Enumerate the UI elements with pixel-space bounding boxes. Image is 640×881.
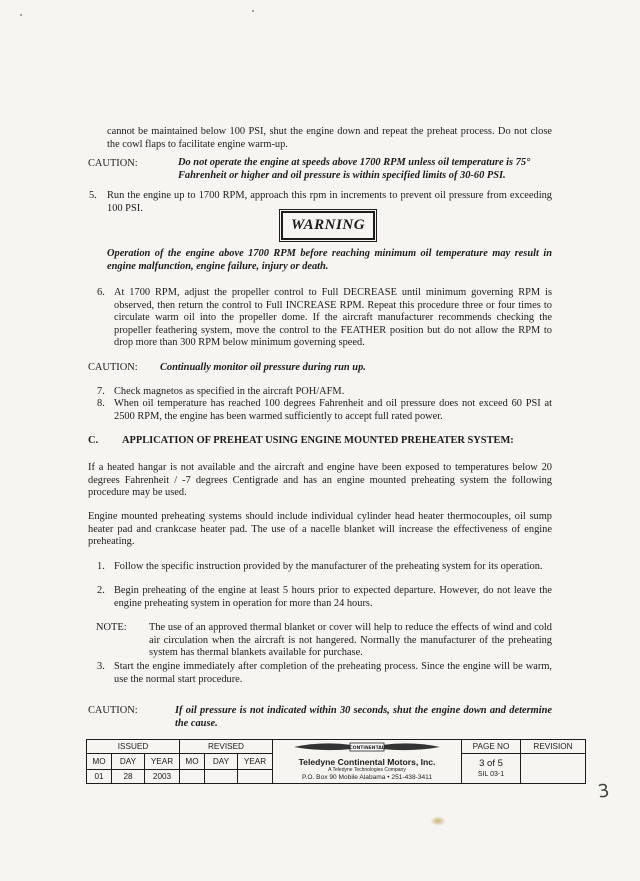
c-step-1-text: Follow the specific instruction provided by the manufacturer of the preheating system for its operation.: [114, 561, 543, 572]
continental-wings-logo-icon: [292, 740, 442, 754]
c-step-3-number: 3.: [97, 661, 105, 672]
warning-box: [281, 211, 375, 240]
footer-table: [86, 739, 586, 784]
section-c-paragraph-2: Engine mounted preheating systems should include individual cylinder head heater thermocouples, oil sump heater pad and crankcase heater pad. The use of a nacelle blanket will increase the effectiveness of engine preheating.: [88, 511, 552, 548]
revised-year-value: [238, 770, 273, 784]
caution-3-text: If oil pressure is not indicated within 30 seconds, shut the engine down and determine the cause.: [175, 705, 552, 729]
document-id: SIL 03-1: [477, 770, 505, 778]
step-7-text: Check magnetos as specified in the aircraft POH/AFM.: [114, 386, 345, 397]
logo-wordmark: CONTINENTAL: [349, 746, 385, 751]
warning-title: WARNING: [290, 217, 366, 233]
revised-day-value: [205, 770, 238, 784]
scan-speck: [252, 10, 254, 12]
issued-mo-header: MO: [87, 754, 112, 770]
step-8-number: 8.: [97, 398, 105, 409]
caution-1-label: CAUTION:: [88, 158, 138, 169]
page-number-cell: [462, 754, 521, 784]
c-step-2-text: Begin preheating of the engine at least 5 hours prior to expected departure. However, do not leave the engine preheating system in operation for more than 24 hours.: [114, 585, 552, 609]
note-label: NOTE:: [96, 622, 127, 633]
page-no-header: PAGE NO: [462, 740, 521, 754]
issued-day-header: DAY: [112, 754, 145, 770]
c-step-1-number: 1.: [97, 561, 105, 572]
revised-year-header: YEAR: [238, 754, 273, 770]
issued-year-header: YEAR: [145, 754, 180, 770]
section-c-paragraph-1: If a heated hangar is not available and the aircraft and engine have been exposed to temperatures below 20 degrees Fahrenheit / -7 degrees Centigrade and has an engine mounted preheating system the following procedure may be used.: [88, 462, 552, 499]
step-5-number: 5.: [89, 190, 97, 201]
revised-mo-value: [180, 770, 205, 784]
company-address: P.O. Box 90 Mobile Alabama • 251-438-3411: [302, 774, 432, 781]
company-logo-block: [273, 740, 462, 784]
c-step-2-number: 2.: [97, 585, 105, 596]
intro-paragraph: cannot be maintained below 100 PSI, shut the engine down and repeat the preheat process. Do not close the cowl flaps to facilitate engine warm-up.: [107, 126, 552, 150]
step-8-text: When oil temperature has reached 100 degrees Fahrenheit and oil pressure does not exceed 60 PSI at 2500 RPM, the engine has been warmed sufficiently to accept full rated power.: [114, 398, 552, 422]
step-6-number: 6.: [97, 287, 105, 298]
issued-year-value: 2003: [145, 770, 180, 784]
section-c-title: APPLICATION OF PREHEAT USING ENGINE MOUNTED PREHEATER SYSTEM:: [122, 435, 514, 446]
revised-day-header: DAY: [205, 754, 238, 770]
c-step-3-text: Start the engine immediately after completion of the preheating process. Since the engine will be warm, use the normal start procedure.: [114, 661, 552, 685]
revised-mo-header: MO: [180, 754, 205, 770]
step-5-text: Run the engine up to 1700 RPM, approach this rpm in increments to prevent oil pressure from exceeding 100 PSI.: [107, 190, 552, 214]
revision-cell: [521, 754, 586, 784]
section-c-letter: C.: [88, 435, 99, 446]
issued-mo-value: 01: [87, 770, 112, 784]
scan-smudge: [430, 816, 446, 826]
issued-header: ISSUED: [87, 740, 180, 754]
page-number: 3 of 5: [479, 757, 503, 769]
revision-header: REVISION: [521, 740, 586, 754]
caution-2-label: CAUTION:: [88, 362, 138, 373]
step-6-text: At 1700 RPM, adjust the propeller control to Full DECREASE until minimum governing RPM is observed, then return the control to Full INCREASE RPM. Repeat this procedure three or four times to circulate warm oil into the propeller dome. If the aircraft manufacturer recommends checking the propeller feathering system, move the control to the FEATHER position but do not allow the RPM to drop more than 300 RPM below minimum governing speed.: [114, 287, 552, 349]
company-name: Teledyne Continental Motors, Inc.: [298, 757, 436, 767]
handwritten-page-mark: 3: [596, 780, 611, 803]
step-7-number: 7.: [97, 386, 105, 397]
caution-2-text: Continually monitor oil pressure during run up.: [160, 362, 366, 373]
revised-header: REVISED: [180, 740, 273, 754]
note-text: The use of an approved thermal blanket or cover will help to reduce the effects of wind and cold air circulation when the aircraft is not hangered. Normally the manufacturer of the preheating system has thermal blankets available for purchase.: [149, 622, 552, 659]
caution-1-text: Do not operate the engine at speeds above 1700 RPM unless oil temperature is 75° Fahrenheit or higher and oil pressure is within specified limits of 30-60 PSI.: [178, 157, 531, 181]
company-subtitle: A Teledyne Technologies Company: [328, 767, 406, 773]
scan-speck: [20, 14, 22, 16]
issued-day-value: 28: [112, 770, 145, 784]
warning-text: Operation of the engine above 1700 RPM before reaching minimum oil temperature may result in engine malfunction, engine failure, injury or death.: [107, 248, 552, 272]
caution-3-label: CAUTION:: [88, 705, 138, 716]
